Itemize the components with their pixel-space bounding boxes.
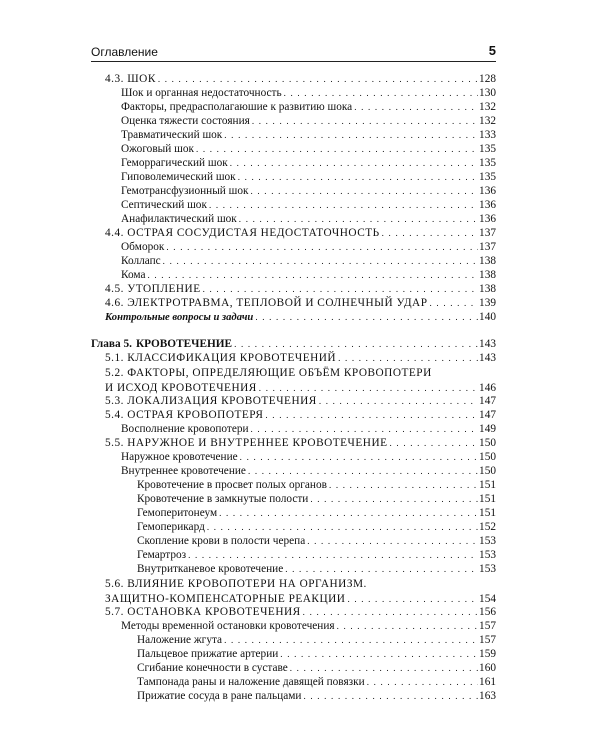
toc-entry — [91, 310, 496, 325]
toc-entry-page: 161 — [479, 676, 496, 688]
toc-entry — [91, 337, 496, 352]
toc-entry-page: 153 — [479, 549, 496, 561]
toc-entry — [91, 114, 496, 129]
toc-entry — [91, 647, 496, 662]
toc-entry-title: Гемотрансфузионный шок — [121, 185, 249, 197]
toc-entry — [91, 520, 496, 535]
toc-entry-title: Кровотечение в замкнутые полости — [137, 493, 309, 505]
toc-entry — [91, 170, 496, 185]
toc-entry-page: 133 — [479, 129, 496, 141]
dot-leader — [158, 72, 478, 87]
dot-leader — [329, 478, 478, 493]
dot-leader — [188, 548, 478, 563]
toc-entry-title: Тампонада раны и наложение давящей повязки — [137, 676, 365, 688]
toc-entry-page: 156 — [479, 606, 496, 618]
toc-entry — [91, 619, 496, 634]
dot-leader — [240, 450, 478, 465]
toc-entry — [91, 268, 496, 283]
toc-entry-page: 146 — [479, 382, 496, 394]
toc-entry-page: 153 — [479, 535, 496, 547]
toc-entry-page: 138 — [479, 269, 496, 281]
toc-entry-title: Контрольные вопросы и задачи — [105, 312, 254, 323]
toc-entry — [91, 689, 496, 704]
toc-entry-title: 4.4. ОСТРАЯ СОСУДИСТАЯ НЕДОСТАТОЧНОСТЬ — [105, 227, 380, 239]
toc-entry — [91, 464, 496, 479]
toc-entry-page: 152 — [479, 521, 496, 533]
dot-leader — [166, 240, 478, 255]
toc-entry-page: 135 — [479, 143, 496, 155]
toc-entry — [91, 577, 496, 607]
toc-entry-page: 154 — [479, 593, 496, 605]
toc-entry-title: Внутреннее кровотечение — [121, 465, 246, 477]
toc-entry-page: 136 — [479, 213, 496, 225]
toc-entry-title: Травматический шок — [121, 129, 223, 141]
toc-entry-title-line1: 5.6. ВЛИЯНИЕ КРОВОПОТЕРИ НА ОРГАНИЗМ. — [105, 578, 367, 590]
dot-leader — [219, 506, 478, 521]
toc-entry-page: 137 — [479, 227, 496, 239]
chapter-title: КРОВОТЕЧЕНИЕ — [135, 338, 233, 350]
toc-entry-page: 160 — [479, 662, 496, 674]
toc-entry — [91, 436, 496, 451]
toc-entry — [91, 128, 496, 143]
toc-entry-title — [91, 337, 234, 352]
toc-entry-title: Пальцевое прижатие артерии — [137, 648, 279, 660]
toc-entry-title: 5.1. КЛАССИФИКАЦИЯ КРОВОТЕЧЕНИЙ — [105, 352, 337, 364]
dot-leader — [303, 605, 478, 620]
toc-entry-title: Прижатие сосуда в ране пальцами — [137, 690, 302, 702]
toc-entry-title: Факторы, предрасполагаюшие к развитию шока — [121, 101, 353, 113]
toc-entry — [91, 198, 496, 213]
toc-entry — [91, 394, 496, 409]
toc-entry-page: 132 — [479, 115, 496, 127]
toc-entry — [91, 534, 496, 549]
toc-entry-page: 138 — [479, 255, 496, 267]
toc-entry-title: Кома — [121, 269, 146, 281]
dot-leader — [284, 86, 478, 101]
dot-leader — [224, 633, 478, 648]
dot-leader — [338, 351, 478, 366]
dot-leader — [239, 212, 478, 227]
toc-entry-page: 151 — [479, 507, 496, 519]
toc-entry — [91, 422, 496, 437]
dot-leader — [203, 282, 478, 297]
toc-entry-page: 153 — [479, 563, 496, 575]
toc-entry — [91, 184, 496, 199]
dot-leader — [310, 492, 478, 507]
dot-leader — [290, 661, 478, 676]
toc-entry-title: Гемоперикард — [137, 521, 205, 533]
toc-entry-title: 5.7. ОСТАНОВКА КРОВОТЕЧЕНИЯ — [105, 606, 301, 618]
toc-entry-title: Шок и органная недостаточность — [121, 87, 282, 99]
dot-leader — [163, 254, 478, 269]
toc-entry-title: Кровотечение в просвет полых органов — [137, 479, 327, 491]
toc-entry-title: И ИСХОД КРОВОТЕЧЕНИЯ — [105, 382, 257, 394]
toc-entry-page: 132 — [479, 101, 496, 113]
toc-entry-title: Гемоперитонеум — [137, 507, 218, 519]
dot-leader — [319, 394, 478, 409]
toc-entry — [91, 156, 496, 171]
dot-leader — [280, 647, 478, 662]
toc-entry-page: 157 — [479, 620, 496, 632]
toc-entry — [91, 675, 496, 690]
toc-entry-title: 4.3. ШОК — [105, 73, 156, 85]
dot-leader — [148, 268, 479, 283]
dot-leader — [307, 534, 478, 549]
toc-entry-title: ЗАЩИТНО-КОМПЕНСАТОРНЫЕ РЕАКЦИИ — [105, 593, 346, 605]
dot-leader — [303, 689, 478, 704]
running-header — [91, 44, 496, 62]
toc-entry — [91, 408, 496, 423]
toc-entry-page: 147 — [479, 395, 496, 407]
toc-entry-page: 143 — [479, 352, 496, 364]
chapter-label: Глава 5. — [91, 338, 132, 350]
toc-entry-title: Обморок — [121, 241, 165, 253]
toc-entry-title: 5.5. НАРУЖНОЕ И ВНУТРЕННЕЕ КРОВОТЕЧЕНИЕ — [105, 437, 388, 449]
dot-leader — [207, 520, 478, 535]
toc-entry-page: 140 — [479, 311, 496, 323]
toc-entry-title: 5.4. ОСТРАЯ КРОВОПОТЕРЯ — [105, 409, 264, 421]
dot-leader — [251, 184, 479, 199]
dot-leader — [337, 619, 478, 634]
toc-entry — [91, 661, 496, 676]
toc-entry-page: 128 — [479, 73, 496, 85]
dot-leader — [252, 114, 478, 129]
toc-entry — [91, 100, 496, 115]
dot-leader — [196, 142, 478, 157]
toc-entry-title: Ожоговый шок — [121, 143, 194, 155]
toc-entry-title: Восполнение кровопотери — [121, 423, 249, 435]
toc-entry-title: Септический шок — [121, 199, 207, 211]
toc-entry-title: Коллапс — [121, 255, 161, 267]
toc-entry — [91, 240, 496, 255]
toc-entry-page: 139 — [479, 297, 496, 309]
toc-entry-page: 150 — [479, 465, 496, 477]
dot-leader — [255, 310, 478, 325]
toc-entry-title-line1: 5.2. ФАКТОРЫ, ОПРЕДЕЛЯЮЩИЕ ОБЪЁМ КРОВОПОТЕРИ — [105, 367, 432, 379]
dot-leader — [390, 436, 479, 451]
toc-entry-page: 143 — [479, 338, 496, 350]
toc-entry-page: 135 — [479, 171, 496, 183]
toc-entry — [91, 226, 496, 241]
toc-entry-title: Наружное кровотечение — [121, 451, 238, 463]
toc-entry-title: Методы временной остановки кровотечения — [121, 620, 335, 632]
toc-entry-title: Внутритканевое кровотечение — [137, 563, 284, 575]
toc-entry-page: 147 — [479, 409, 496, 421]
dot-leader — [430, 296, 479, 311]
dot-leader — [251, 422, 479, 437]
toc-entry — [91, 72, 496, 87]
dot-leader — [354, 100, 478, 115]
toc-entry-page: 151 — [479, 479, 496, 491]
dot-leader — [265, 408, 478, 423]
toc-entry — [91, 86, 496, 101]
toc-entry-title: 4.5. УТОПЛЕНИЕ — [105, 283, 201, 295]
toc-entry-page: 136 — [479, 199, 496, 211]
toc-entry-title: 5.3. ЛОКАЛИЗАЦИЯ КРОВОТЕЧЕНИЯ — [105, 395, 317, 407]
toc-entry — [91, 605, 496, 620]
dot-leader — [238, 170, 478, 185]
toc-entry-page: 149 — [479, 423, 496, 435]
toc-entry — [91, 478, 496, 493]
dot-leader — [234, 337, 478, 352]
dot-leader — [285, 562, 478, 577]
toc-entry-title: Наложение жгута — [137, 634, 223, 646]
toc-entry-page: 157 — [479, 634, 496, 646]
toc-entry — [91, 212, 496, 227]
dot-leader — [382, 226, 478, 241]
toc-entry-title: Гемартроз — [137, 549, 187, 561]
toc-entry — [91, 254, 496, 269]
toc-entry-page: 137 — [479, 241, 496, 253]
toc-entry-page: 136 — [479, 185, 496, 197]
toc-entry — [91, 450, 496, 465]
dot-leader — [248, 464, 478, 479]
dot-leader — [224, 128, 478, 143]
toc-entry-page: 130 — [479, 87, 496, 99]
toc-entry-title: Оценка тяжести состояния — [121, 115, 250, 127]
dot-leader — [209, 198, 478, 213]
toc-entry-page: 150 — [479, 437, 496, 449]
toc-entry-page: 138 — [479, 283, 496, 295]
toc-entry-title: 4.6. ЭЛЕКТРОТРАВМА, ТЕПЛОВОЙ И СОЛНЕЧНЫЙ УДАР — [105, 297, 428, 309]
dot-leader — [367, 675, 478, 690]
running-header-title: Оглавление — [91, 45, 158, 59]
toc-entry-title: Геморрагический шок — [121, 157, 228, 169]
toc-entry-page: 151 — [479, 493, 496, 505]
toc-entry — [91, 562, 496, 577]
toc-entry-page: 163 — [479, 690, 496, 702]
toc-entry — [91, 506, 496, 521]
page-number: 5 — [488, 43, 496, 58]
toc-entry — [91, 492, 496, 507]
toc-entry — [91, 548, 496, 563]
toc-entry — [91, 296, 496, 311]
dot-leader — [230, 156, 478, 171]
toc-entry — [91, 282, 496, 297]
toc-entry-title: Гиповолемический шок — [121, 171, 236, 183]
toc-entry-page: 150 — [479, 451, 496, 463]
toc-entry — [91, 366, 496, 396]
toc-entry-page: 135 — [479, 157, 496, 169]
toc-entry-title: Сгибание конечности в суставе — [137, 662, 288, 674]
toc-entry — [91, 351, 496, 366]
toc-entry-page: 159 — [479, 648, 496, 660]
toc-entry — [91, 142, 496, 157]
toc-entry — [91, 633, 496, 648]
header-rule — [91, 61, 496, 62]
toc-entry-title: Анафилактический шок — [121, 213, 237, 225]
toc-entry-title: Скопление крови в полости черепа — [137, 535, 306, 547]
